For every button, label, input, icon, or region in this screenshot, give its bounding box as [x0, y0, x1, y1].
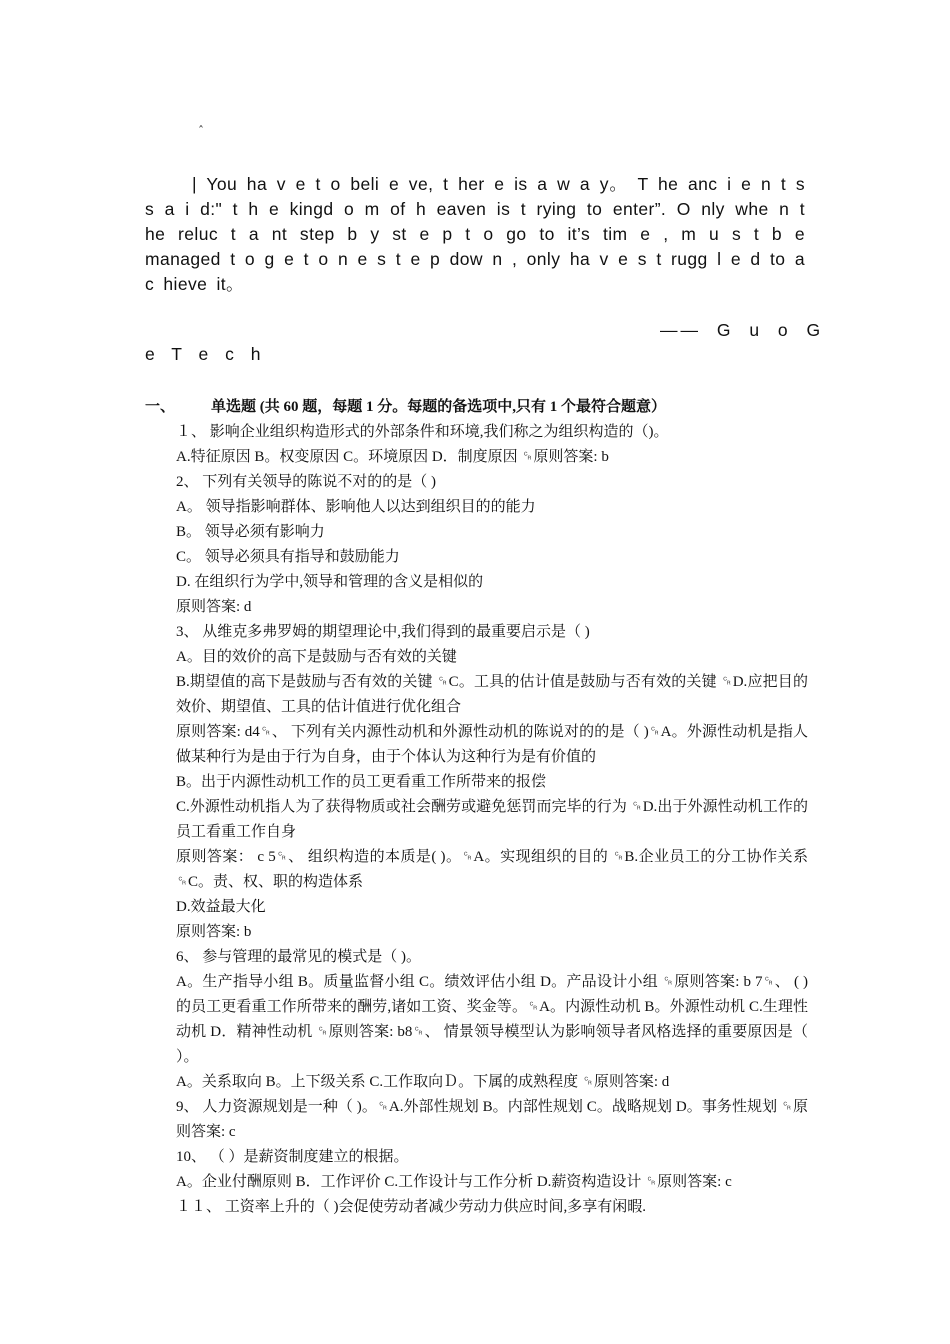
question-line: A。 领导指影响群体、影响他人以达到组织目的的能力 — [176, 499, 536, 515]
question-line: 6、 参与管理的最常见的模式是（ )。 — [176, 949, 421, 965]
question-line: A。企业付酬原则 B．工作评价 C.工作设计与工作分析 D.薪资构造设计 ␍原则答案: c — [176, 1174, 732, 1190]
question-line: C。 领导必须具有指导和鼓励能力 — [176, 549, 400, 565]
quote-block — [145, 172, 805, 297]
question-line: A。生产指导小组 B。质量监督小组 C。绩效评估小组 D。产品设计小组 ␍原则答案: b 7␍、 ( )的员工更看重工作所带来的酬劳,诸如工资、奖金等。␍A。内源性动机 B。外源性动机 C.生理性动机 D．精神性动机 ␍原则答案: b8␍、 情景领导模型认为影响领导者风格选择的重要原因是（ ）。 — [176, 974, 808, 1065]
quote-signature-continued: e T e c h — [145, 344, 267, 364]
question-line: D.效益最大化 — [176, 899, 266, 915]
question-line: 原则答案: d4␍、 下列有关内源性动机和外源性动机的陈说对的的是（ )␍A。外源性动机是指人做某种行为是由于行为自身，由于个体认为这种行为是有价值的 — [176, 724, 808, 765]
question-line: B。出于内源性动机工作的员工更看重工作所带来的报偿 — [176, 774, 547, 790]
question-line: 原则答案: b — [176, 924, 252, 940]
question-line: 9、 人力资源规划是一种（ )。␍A.外部性规划 B。内部性规划 C。战略规划 D。事务性规划 ␍原则答案: c — [176, 1099, 808, 1140]
quote-text: | You ha v e t o beli e ve, t her e is a w a y。 T he anc i e n t s s a i d:" t h e kingd o m of h eaven is t rying to enter”. O nly whe n t he reluc t a nt step b y st e p t o go to it’s tim e , m u s t b e managed t o g e t o n e s t e p dow n , only ha v e s t rugg l e d to a c hieve it。 — [145, 174, 805, 294]
question-line: １１、 工资率上升的（ )会促使劳动者减少劳动力供应时间,多享有闲暇. — [176, 1199, 646, 1215]
question-line: 2、 下列有关领导的陈说不对的的是（ ) — [176, 474, 436, 490]
question-list — [176, 420, 808, 1220]
question-line: １、 影响企业组织构造形式的外部条件和环境,我们称之为组织构造的（)。 — [176, 424, 669, 440]
question-line: A。目的效价的高下是鼓励与否有效的关键 — [176, 649, 457, 665]
section-heading — [145, 395, 845, 416]
question-line: 原则答案： c 5␍、 组织构造的本质是( )。␍A。实现组织的目的 ␍B.企业员工的分工协作关系 ␍C。责、权、职的构造体系 — [176, 849, 808, 890]
header-mark: ˆ — [198, 124, 204, 138]
section-title: 单选题 (共 60 题，每题 1 分。每题的备选项中,只有 1 个最符合题意） — [211, 399, 666, 415]
question-line: A。关系取向 B。上下级关系 C.工作取向Ｄ。下属的成熟程度 ␍原则答案: d — [176, 1074, 670, 1090]
question-line: B。 领导必须有影响力 — [176, 524, 325, 540]
question-line: B.期望值的高下是鼓励与否有效的关键 ␍C。工具的估计值是鼓励与否有效的关键 ␍D.应把目的效价、期望值、工具的估计值进行优化组合 — [176, 674, 808, 715]
question-line: A.特征原因 B。权变原因 C。环境原因 D．制度原因 ␍原则答案: b — [176, 449, 609, 465]
question-line: D. 在组织行为学中,领导和管理的含义是相似的 — [176, 574, 484, 590]
question-line: 3、 从维克多弗罗姆的期望理论中,我们得到的最重要启示是（ ) — [176, 624, 590, 640]
quote-signature: —— G u o G — [660, 320, 824, 340]
question-line: 原则答案: d — [176, 599, 252, 615]
question-line: 10、 （ ）是薪资制度建立的根据。 — [176, 1149, 409, 1165]
section-number: 一、 — [145, 399, 176, 415]
question-line: C.外源性动机指人为了获得物质或社会酬劳或避免惩罚而完毕的行为 ␍D.出于外源性动机工作的员工看重工作自身 — [176, 799, 808, 840]
